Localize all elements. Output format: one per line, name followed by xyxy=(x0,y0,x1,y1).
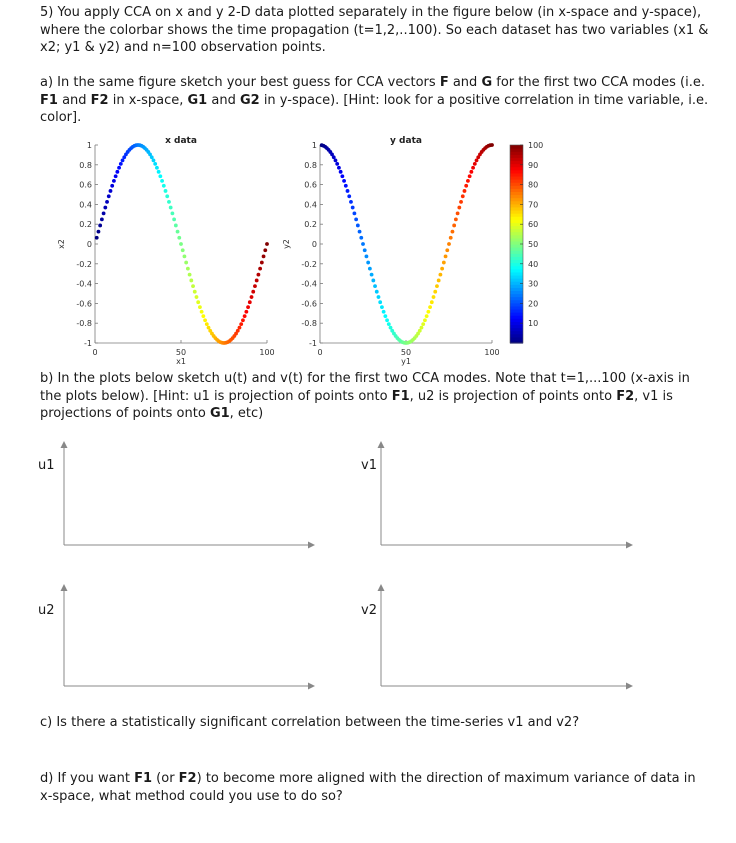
y-data-point xyxy=(371,279,375,283)
x-y-tick-label: -0.2 xyxy=(76,259,92,269)
y-x-axis-label: y1 xyxy=(401,357,411,366)
y-data-point xyxy=(382,310,386,314)
u1-right-arrowhead xyxy=(308,542,315,549)
x-data-point xyxy=(191,284,195,288)
x-data-point xyxy=(205,322,209,326)
x-data-point xyxy=(95,236,99,240)
x-data-point xyxy=(177,236,181,240)
y-data-point xyxy=(466,179,470,183)
y-data-point xyxy=(378,300,382,304)
y-data-point xyxy=(359,236,363,240)
y-data-point xyxy=(471,166,475,170)
x-data-point xyxy=(171,212,175,216)
x-data-point xyxy=(257,273,261,277)
y-data-point xyxy=(469,170,473,174)
colorbar-tick-label: 100 xyxy=(528,141,544,150)
y-y-tick-label: 0.8 xyxy=(304,160,317,170)
y-data-point xyxy=(440,267,444,271)
x-data-point xyxy=(169,206,173,210)
x-data-point xyxy=(241,318,245,322)
x-data-point xyxy=(100,217,104,221)
y-data-point xyxy=(368,267,372,271)
y-data-point xyxy=(385,318,389,322)
x-data-point xyxy=(186,267,190,271)
x-data-point xyxy=(112,179,116,183)
x-data-point xyxy=(244,310,248,314)
x-data-point xyxy=(117,166,121,170)
x-data-point xyxy=(188,273,192,277)
colorbar-tick-label: 60 xyxy=(528,220,539,230)
y-data-point xyxy=(457,206,461,210)
y-y-tick-label: -0.4 xyxy=(301,279,317,289)
y-y-tick-label: 0.4 xyxy=(304,200,317,210)
question-intro: 5) You apply CCA on x and y 2-D data plotted separately in the figure below (in x-space and y-space), where the colorbar shows the time propagation (t=1,2,..100). So each dataset has two variables (x1 & x2; y1 & y2) and n=100 observation points. xyxy=(40,5,709,55)
x-data-point xyxy=(196,300,200,304)
colorbar-segment xyxy=(510,145,523,149)
y-data-point xyxy=(444,255,448,259)
y-data-point xyxy=(426,310,430,314)
x-data-point xyxy=(181,248,185,252)
y-data-point xyxy=(451,230,455,234)
colorbar-tick-label: 50 xyxy=(528,240,539,249)
x-y-tick-label: 0.4 xyxy=(79,200,92,210)
question-part-a: a) In the same figure sketch your best guess for CCA vectors F and G for the first two CCA modes (i.e. F1 and F2 in x-space, G1 and G2 in y-space). [Hint: look for a positive correlation in time variable, i.e. color]. xyxy=(40,75,709,125)
sketch-axes xyxy=(61,441,634,690)
y-data-point xyxy=(337,166,341,170)
y-data-point xyxy=(449,236,453,240)
y-data-point xyxy=(361,242,365,246)
x-data-point xyxy=(248,300,252,304)
y-data-point xyxy=(430,300,434,304)
y-data-point xyxy=(365,255,369,259)
y-y-tick-label: -0.8 xyxy=(301,319,317,329)
x-data-point xyxy=(172,217,176,221)
x-data-point xyxy=(203,318,207,322)
u2-up-arrowhead xyxy=(61,584,68,591)
y-data-point xyxy=(373,284,377,288)
x-data-point xyxy=(119,162,123,166)
y-x-tick-label: 50 xyxy=(400,348,412,357)
y-data-point xyxy=(468,174,472,178)
y-data-point xyxy=(356,224,360,228)
y-data-point xyxy=(463,189,467,193)
colorbar-tick-label: 80 xyxy=(528,180,539,190)
question-part-d: d) If you want F1 (or F2) to become more aligned with the direction of maximum variance of data in x-space, what method could you use to do so? xyxy=(40,771,696,804)
y-data-point xyxy=(383,314,387,318)
x-data-point xyxy=(253,284,257,288)
x-data-point xyxy=(167,200,171,204)
x-data-point xyxy=(201,314,205,318)
colorbar-tick-label: 20 xyxy=(528,299,539,309)
x-data-point xyxy=(246,305,250,309)
x-data-point xyxy=(155,166,159,170)
x-x-axis-label: x1 xyxy=(176,357,186,366)
y-data-point xyxy=(334,159,338,163)
x-data-point xyxy=(102,212,106,216)
y-data-point xyxy=(380,305,384,309)
x-data-point xyxy=(97,230,101,234)
y-data-point xyxy=(425,314,429,318)
y-y-tick-label: 1 xyxy=(311,141,317,150)
x-data-point xyxy=(114,174,118,178)
y-data-point xyxy=(445,248,449,252)
y-y-tick-label: 0.6 xyxy=(304,180,317,190)
y-y-axis-label: y2 xyxy=(282,239,291,249)
x-data-point xyxy=(193,290,197,294)
x-data-point xyxy=(164,189,168,193)
y-y-tick-label: 0 xyxy=(311,240,317,249)
x-data-point xyxy=(200,310,204,314)
x-y-tick-label: 0.2 xyxy=(79,220,92,230)
x-data-point xyxy=(110,184,114,188)
x-data-point xyxy=(250,295,254,299)
y-data-point xyxy=(454,217,458,221)
y-data-point xyxy=(456,212,460,216)
x-data-point xyxy=(184,261,188,265)
y-data-point xyxy=(432,295,436,299)
y-data-point xyxy=(366,261,370,265)
x-data-point xyxy=(160,179,164,183)
colorbar-tick-label: 30 xyxy=(528,279,539,289)
y-data-point xyxy=(358,230,362,234)
question-part-b: b) In the plots below sketch u(t) and v(t) for the first two CCA modes. Note that t=1,...100 (x-axis in the plots below). [Hint: u1 is projection of points onto F1, u2 is projection of points onto F2, v1 is projections of points onto G1, etc) xyxy=(40,371,690,421)
x-data-point xyxy=(179,242,183,246)
x-y-tick-label: -0.4 xyxy=(76,279,92,289)
x-data-point xyxy=(109,189,113,193)
x-data-point xyxy=(165,194,169,198)
y-data-point xyxy=(351,206,355,210)
v1-right-arrowhead xyxy=(626,542,633,549)
y-data-point xyxy=(354,217,358,221)
colorbar xyxy=(510,141,543,344)
x-data-point xyxy=(98,224,102,228)
x-data-point xyxy=(258,267,262,271)
x-data-point xyxy=(162,184,166,188)
x-data-point xyxy=(105,200,109,204)
v2-right-arrowhead xyxy=(626,683,633,690)
v2-up-arrowhead xyxy=(378,584,385,591)
x-data-point xyxy=(263,248,267,252)
y-data-point xyxy=(473,162,477,166)
x-y-tick-label: 0.6 xyxy=(79,180,92,190)
y-data-point xyxy=(346,189,350,193)
x-data-point xyxy=(239,322,243,326)
x-data-point xyxy=(260,261,264,265)
y-data-point xyxy=(461,194,465,198)
y-data-point xyxy=(421,322,425,326)
y-x-tick-label: 0 xyxy=(317,348,323,357)
y-data-point xyxy=(420,326,424,330)
sketch-label-u1: u1 xyxy=(38,458,55,473)
colorbar-tick-label: 90 xyxy=(528,160,539,170)
y-y-tick-label: -1 xyxy=(309,339,317,348)
x-data-point xyxy=(183,255,187,259)
x-y-tick-label: -0.6 xyxy=(76,299,92,309)
y-data-point xyxy=(339,170,343,174)
x-x-tick-label: 100 xyxy=(259,348,275,357)
y-data-point xyxy=(335,162,339,166)
y-data-point xyxy=(459,200,463,204)
x-x-tick-label: 0 xyxy=(92,348,98,357)
x-data-point xyxy=(189,279,193,283)
sketch-label-v1: v1 xyxy=(361,458,377,473)
y-data-plot xyxy=(282,136,500,366)
y-data-point xyxy=(347,194,351,198)
y-data-point xyxy=(353,212,357,216)
x-y-tick-label: 1 xyxy=(86,141,92,150)
y-y-tick-label: 0.2 xyxy=(304,220,317,230)
colorbar-tick-label: 70 xyxy=(528,200,539,210)
y-data-point xyxy=(423,318,427,322)
y-data-point xyxy=(342,179,346,183)
x-data-point xyxy=(238,326,242,330)
y-data-point xyxy=(375,290,379,294)
x-chart-title: x data xyxy=(165,136,197,146)
y-data-point xyxy=(387,322,391,326)
x-data-point xyxy=(158,174,162,178)
x-data-point xyxy=(152,159,156,163)
x-data-point xyxy=(157,170,161,174)
y-data-point xyxy=(349,200,353,204)
y-data-point xyxy=(428,305,432,309)
y-data-point xyxy=(452,224,456,228)
y-data-point xyxy=(433,290,437,294)
y-data-point xyxy=(377,295,381,299)
y-data-point xyxy=(442,261,446,265)
y-data-point xyxy=(439,273,443,277)
x-data-plot xyxy=(57,136,275,366)
x-data-point xyxy=(262,255,266,259)
y-x-tick-label: 100 xyxy=(484,348,500,357)
y-data-point xyxy=(344,184,348,188)
x-data-point xyxy=(153,162,157,166)
x-data-point xyxy=(255,279,259,283)
y-y-tick-label: -0.6 xyxy=(301,299,317,309)
x-data-point xyxy=(115,170,119,174)
x-data-point xyxy=(251,290,255,294)
y-data-point xyxy=(490,143,494,147)
x-x-tick-label: 50 xyxy=(175,348,187,357)
x-data-point xyxy=(103,206,107,210)
x-data-point xyxy=(198,305,202,309)
y-y-tick-label: -0.2 xyxy=(301,259,317,269)
y-data-point xyxy=(370,273,374,277)
x-data-point xyxy=(174,224,178,228)
x-data-point xyxy=(265,242,269,246)
sketch-label-v2: v2 xyxy=(361,603,377,618)
x-y-tick-label: 0 xyxy=(86,240,92,249)
question-part-c: c) Is there a statistically significant correlation between the time-series v1 and v2? xyxy=(40,715,580,730)
x-data-point xyxy=(107,194,111,198)
y-data-point xyxy=(435,284,439,288)
v1-up-arrowhead xyxy=(378,441,385,448)
sketch-label-u2: u2 xyxy=(38,603,55,618)
y-data-point xyxy=(447,242,451,246)
x-data-point xyxy=(195,295,199,299)
colorbar-tick-label: 40 xyxy=(528,259,539,269)
x-y-tick-label: 0.8 xyxy=(79,160,92,170)
y-data-point xyxy=(437,279,441,283)
u2-right-arrowhead xyxy=(308,683,315,690)
y-data-point xyxy=(340,174,344,178)
x-y-axis-label: x2 xyxy=(57,239,66,249)
u1-up-arrowhead xyxy=(61,441,68,448)
y-chart-title: y data xyxy=(390,136,422,146)
x-y-tick-label: -1 xyxy=(84,339,92,348)
x-data-point xyxy=(176,230,180,234)
y-data-point xyxy=(464,184,468,188)
x-data-point xyxy=(243,314,247,318)
colorbar-tick-label: 10 xyxy=(528,319,539,329)
y-data-point xyxy=(363,248,367,252)
x-y-tick-label: -0.8 xyxy=(76,319,92,329)
